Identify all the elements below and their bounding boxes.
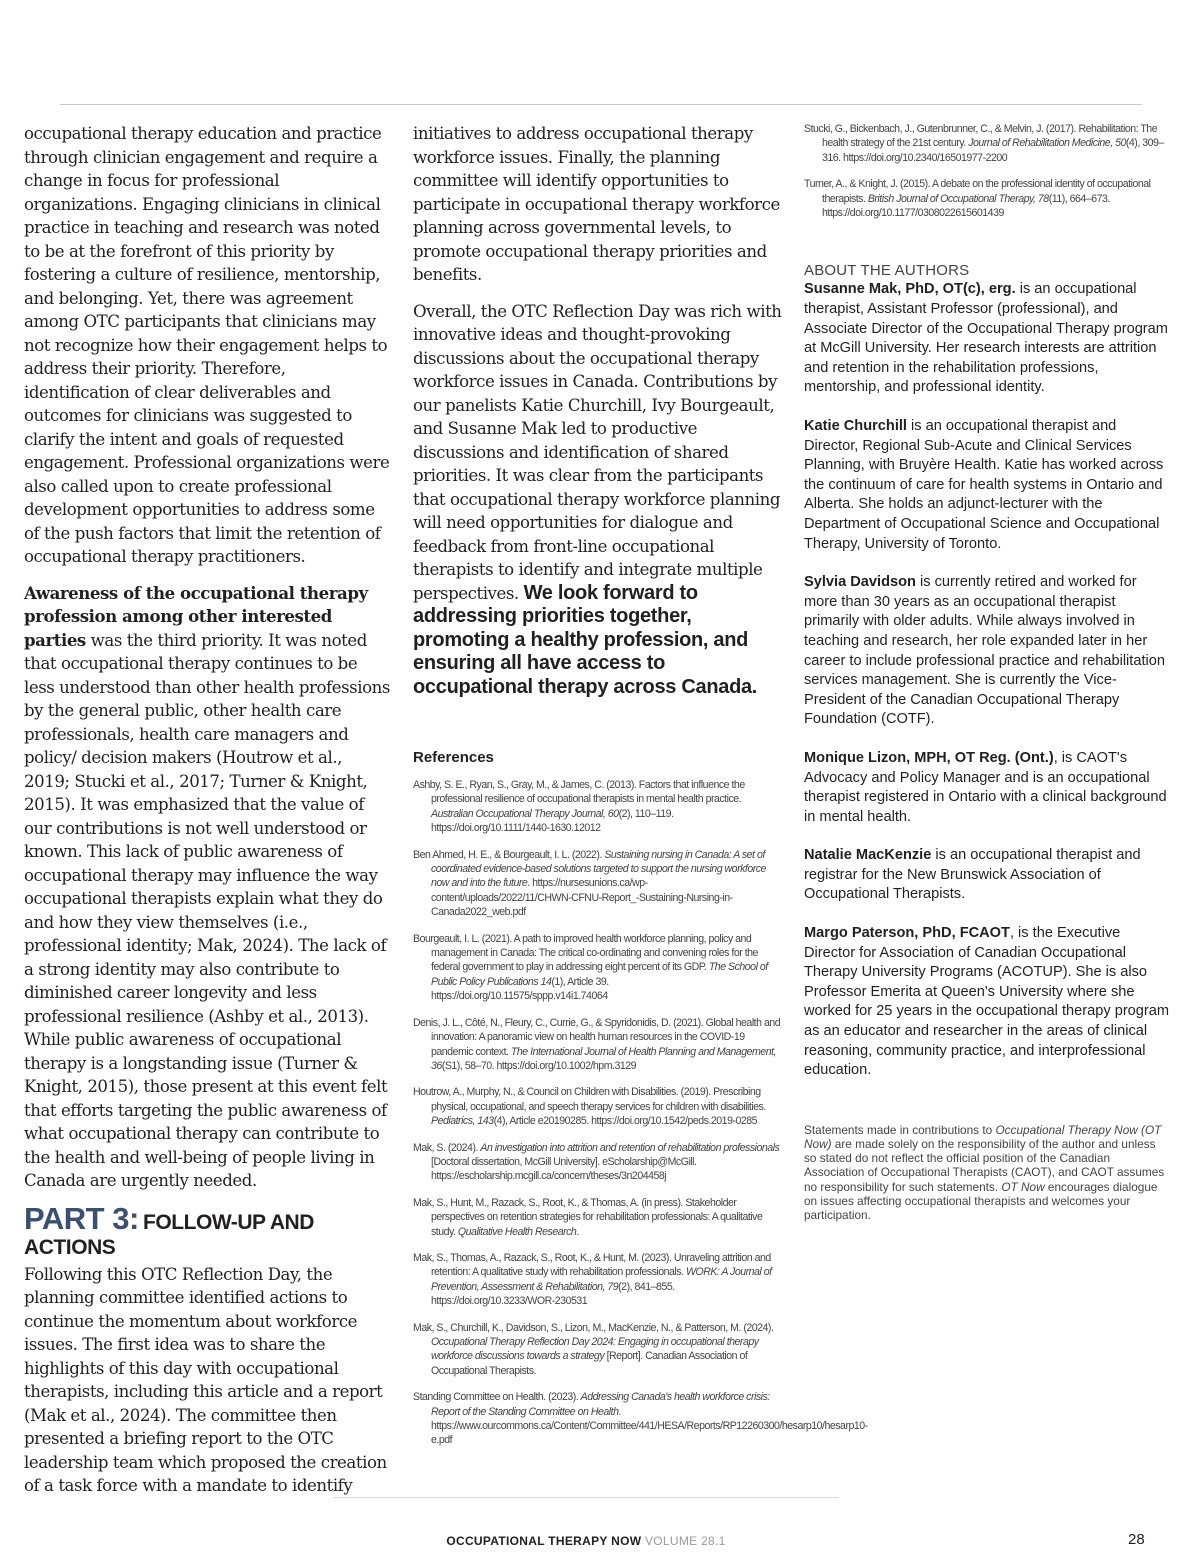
author-name: Monique Lizon, MPH, OT Reg. (Ont.) [804,749,1054,766]
reference-item [804,122,1170,165]
disclaimer [804,1123,1170,1222]
reference-source: Journal of Rehabilitation Medicine, 50 [968,137,1126,150]
reference-text: (1), Article 39. https://doi.org/10.11575/sppp.v14i1.74064 [431,975,609,1003]
reference-item [413,778,785,836]
reference-text: Houtrow, A., Murphy, N., & Council on Children with Disabilities. (2019). Prescribing physical, occupational, and speech therapy services for children with disabilities. [413,1086,766,1113]
reference-text: (4), 309–316. https://doi.org/10.2340/16501977-2200 [822,137,1164,164]
reference-source: The International Journal of Health Planning and Management, 36 [431,1045,776,1072]
reference-source: Occupational Therapy Reflection Day 2024: Engaging in occupational therapy workforce discussions towards a strategy [431,1336,759,1363]
section-number: PART 3: [24,1200,139,1236]
column-3 [804,122,1170,1222]
about-authors-heading: ABOUT THE AUTHORS [804,262,970,280]
reference-text: Mak, S., Thomas, A., Razack, S., Root, K., & Hunt, M. (2023). Unraveling attrition and retention: A qualitative study with rehabilitation professionals. [413,1251,771,1279]
disclaimer-italic: OT Now [1001,1179,1045,1194]
reference-source: WORK: A Journal of Prevention, Assessment & Rehabilitation, 79 [431,1266,772,1293]
references-list-continued [804,122,1170,220]
author-bio [804,417,1170,554]
reference-text: Ashby, S. E., Ryan, S., Gray, M., & James, C. (2013). Factors that influence the professional resilience of occupational therapists in mental health practice. [413,779,745,806]
reference-item [413,848,785,920]
top-divider [60,104,1142,105]
body-paragraph [24,582,392,1193]
reference-text: Bourgeault, I. L. (2021). A path to improved health workforce planning, policy and management in Canada: The critical co-ordinating and convening roles for the federal government to play in addressing eight percent of its GDP. [413,932,758,974]
reference-source: British Journal of Occupational Therapy, 78 [867,192,1049,205]
reference-text: Mak, S. (2024). [413,1141,481,1154]
body-paragraph [413,300,785,700]
reference-text: Mak, S., Churchill, K., Davidson, S., Lizon, M., MacKenzie, N., & Patterson, M. (2024). [413,1321,774,1334]
author-name: Natalie MacKenzie [804,847,932,864]
reference-text: . https://nursesunions.ca/wp-content/uploads/2022/11/CHWN-CFNU-Report_-Sustaining-Nursing-in-Canada2022_web.pdf [431,877,733,919]
author-bio [804,924,1170,1081]
reference-item [413,1251,785,1309]
reference-text: (2), 841–855. https://doi.org/10.3233/WOR-230531 [431,1280,675,1308]
reference-text: Mak, S., Hunt, M., Razack, S., Root, K., & Thomas, A. (in press). Stakeholder perspectives on retention strategies for rehabilitation professionals: A qualitative study. [413,1196,763,1238]
reference-text: [Doctoral dissertation, McGill University]. eScholarship@McGill. https://escholarship.mcgill.ca/concern/theses/3n204458j [431,1155,697,1183]
reference-source: Addressing Canada's health workforce crisis: Report of the Standing Committee on Health [431,1391,770,1418]
author-bio [804,280,1170,398]
author-description: is an occupational therapist, Assistant Professor (professional), and Associate Director of the Occupational Therapy program at McGill University. Her research interests are attrition and retention in the rehabilitation professions, mentorship, and professional identity. [804,281,1168,396]
reference-item [413,1085,785,1128]
reference-text: (4), Article e20190285. https://doi.org/10.1542/peds.2019-0285 [493,1115,758,1128]
reference-item [413,1321,785,1379]
priority-heading: Awareness of the occupational therapy profession among other interested parties [24,582,368,650]
disclaimer-text: Statements made in contributions to [804,1122,996,1137]
section-title: FOLLOW-UP AND ACTIONS [24,1210,314,1259]
body-paragraph: occupational therapy education and practice through clinician engagement and require a change in focus for professional organizations. Engaging clinicians in clinical practice in teaching and research was noted to be at the forefront of this priority by fostering a culture of resilience, mentorship, and belonging. Yet, there was agreement among OTC participants that clinicians may not recognize how their engagement helps to address their priority. Therefore, identification of clear deliverables and outcomes for clinicians was suggested to clarify the intent and goals of requested engagement. Professional organizations were also called upon to create professional development opportunities to address some of the push factors that limit the retention of occupational therapy practitioners. [24,124,390,566]
reference-source: Qualitative Health Research [457,1225,577,1238]
reference-text: Ben Ahmed, H. E., & Bourgeault, I. L. (2022). [413,848,605,861]
reference-source: An investigation into attrition and retention of rehabilitation professionals [480,1141,780,1154]
column-1 [24,122,392,1511]
author-description: , is the Executive Director for Association of Canadian Occupational Therapy University Programs (ACOTUP). She is also Professor Emerita at Queen's University where she worked for 25 years in the occupational therapy program as an educator and researcher in the areas of clinical reasoning, community practice, and interprofessional education. [804,925,1170,1079]
author-name: Margo Paterson, PhD, FCAOT [804,925,1010,942]
body-paragraph: Following this OTC Reflection Day, the planning committee identified actions to continue the momentum about workforce issues. The first idea was to share the highlights of this day with occupational therapists, including this article and a report (Mak et al., 2024). The committee then presented a briefing report to the OTC leadership team which proposed the creation of a task force with a mandate to identify [24,1264,387,1495]
reference-source: Australian Occupational Therapy Journal, 60 [431,807,619,820]
reference-source: Sustaining nursing in Canada: A set of coordinated evidence-based solutions targeted to support the nursing workforce now and into the future [431,848,766,890]
footer [333,1534,839,1548]
author-description: , is CAOT's Advocacy and Policy Manager and is an occupational therapist registered in Ontario with a clinical background in mental health. [804,749,1167,825]
author-description: is an occupational therapist and Director, Regional Sub-Acute and Clinical Services Planning, with Bruyère Health. Katie has worked across the continuum of care for health systems in Ontario and Alberta. She holds an adjunct-lecturer with the Department of Occupational Science and Occupational Therapy, University of Toronto. [804,418,1164,552]
author-name: Katie Churchill [804,418,907,434]
magazine-name: OCCUPATIONAL THERAPY NOW [446,1534,642,1548]
reference-text: Stucki, G., Bickenbach, J., Gutenbrunner, C., & Melvin, J. (2017). Rehabilitation: The health strategy of the 21st century. [804,123,1158,150]
disclaimer-text: encourages dialogue on issues affecting occupational therapists and welcomes your participation. [804,1179,1158,1223]
body-paragraph: initiatives to address occupational therapy workforce issues. Finally, the planning committee will identify opportunities to participate in occupational therapy workforce planning across governmental levels, to promote occupational therapy priorities and benefits. [413,124,780,284]
reference-source: Pediatrics, 143 [431,1115,494,1128]
author-bio [804,573,1170,730]
reference-item [413,1016,785,1074]
author-description: is currently retired and worked for more than 30 years as an occupational therapist primarily with older adults. While always involved in teaching and research, her role expanded later in her career to include professional practice and rehabilitation services management. She is currently the Vice-President of the Canadian Occupational Therapy Foundation (COTF). [804,574,1166,728]
reference-text: . [576,1225,579,1238]
reference-text: (11), 664–673. https://doi.org/10.1177/0308022615601439 [822,192,1110,220]
reference-text: Denis, J. L., Côté, N., Fleury, C., Currie, G., & Spyridonidis, D. (2021). Global health and innovation: A panoramic view on health human resources in the COVID-19 pandemic context. [413,1016,781,1058]
reference-text: (2), 110–119. https://doi.org/10.1111/1440-1630.12012 [431,807,674,835]
author-name: Sylvia Davidson [804,574,916,591]
author-description: is an occupational therapist and registrar for the New Brunswick Association of Occupational Therapists. [804,847,1141,903]
reference-item [413,1141,785,1184]
author-bio [804,749,1170,827]
body-text: Overall, the OTC Reflection Day was rich with innovative ideas and thought-provoking discussions about the occupational therapy workforce issues in Canada. Contributions by our panelists Katie Churchill, Ivy Bourgeault, and Susanne Mak led to productive discussions and identification of shared priorities. It was clear from the participants that occupational therapy workforce planning will need opportunities for dialogue and feedback from front-line occupational therapists to identify and integrate multiple perspectives. [413,301,782,603]
reference-text: (S1), 58–70. https://doi.org/10.1002/hpm.3129 [441,1059,637,1072]
body-text: was the third priority. It was noted that occupational therapy continues to be less understood than other health professions by the general public, other health care professionals, health care managers and policy/ decision makers (Houtrow et al., 2019; Stucki et al., 2017; Turner & Knight, 2015). It was emphasized that the value of our contributions is not well understood or known. This lack of public awareness of occupational therapy may influence the way occupational therapists explain what they do and how they view themselves (i.e., professional identity; Mak, 2024). The lack of a strong identity may also contribute to diminished career longevity and less professional resilience (Ashby et al., 2013). While public awareness of occupational therapy is a longstanding issue (Turner & Knight, 2015), those present at this event felt that efforts targeting the public awareness of what occupational therapy can contribute to the health and well-being of people living in Canada are urgently needed. [24,630,390,1190]
author-name: Susanne Mak, PhD, OT(c), erg. [804,281,1016,298]
reference-text: Turner, A., & Knight, J. (2015). A debate on the professional identity of occupational therapists. [804,178,1151,205]
reference-item [413,1390,868,1448]
footer-divider [333,1497,839,1498]
reference-item [413,932,785,1004]
reference-item [413,1196,785,1239]
page-number: 28 [1128,1531,1145,1548]
disclaimer-text: are made solely on the responsibility of the author and unless so stated do not reflect the official position of the Canadian Association of Occupational Therapists (CAOT), and CAOT assumes no responsibility for such statements. [804,1137,1165,1194]
author-bio [804,846,1170,905]
reference-text: [Report]. Canadian Association of Occupational Therapists. [431,1350,748,1377]
reference-text: . https://www.ourcommons.ca/Content/Committee/441/HESA/Reports/RP12260300/hesarp10/hesarp10-e.pdf [431,1405,868,1447]
author-bios [804,280,1170,1080]
reference-text: Standing Committee on Health. (2023). [413,1391,581,1404]
call-to-action: We look forward to addressing priorities together, promoting a healthy profession, and ensuring all have access to occupational therapy across Canada. [413,581,758,698]
section-heading [24,1200,392,1261]
reference-item [804,177,1170,220]
reference-source: The School of Public Policy Publications 14 [431,961,768,988]
disclaimer-italic: Occupational Therapy Now (OT Now) [804,1122,1162,1152]
references-heading: References [413,749,494,766]
volume-label: VOLUME 28.1 [644,1534,726,1548]
